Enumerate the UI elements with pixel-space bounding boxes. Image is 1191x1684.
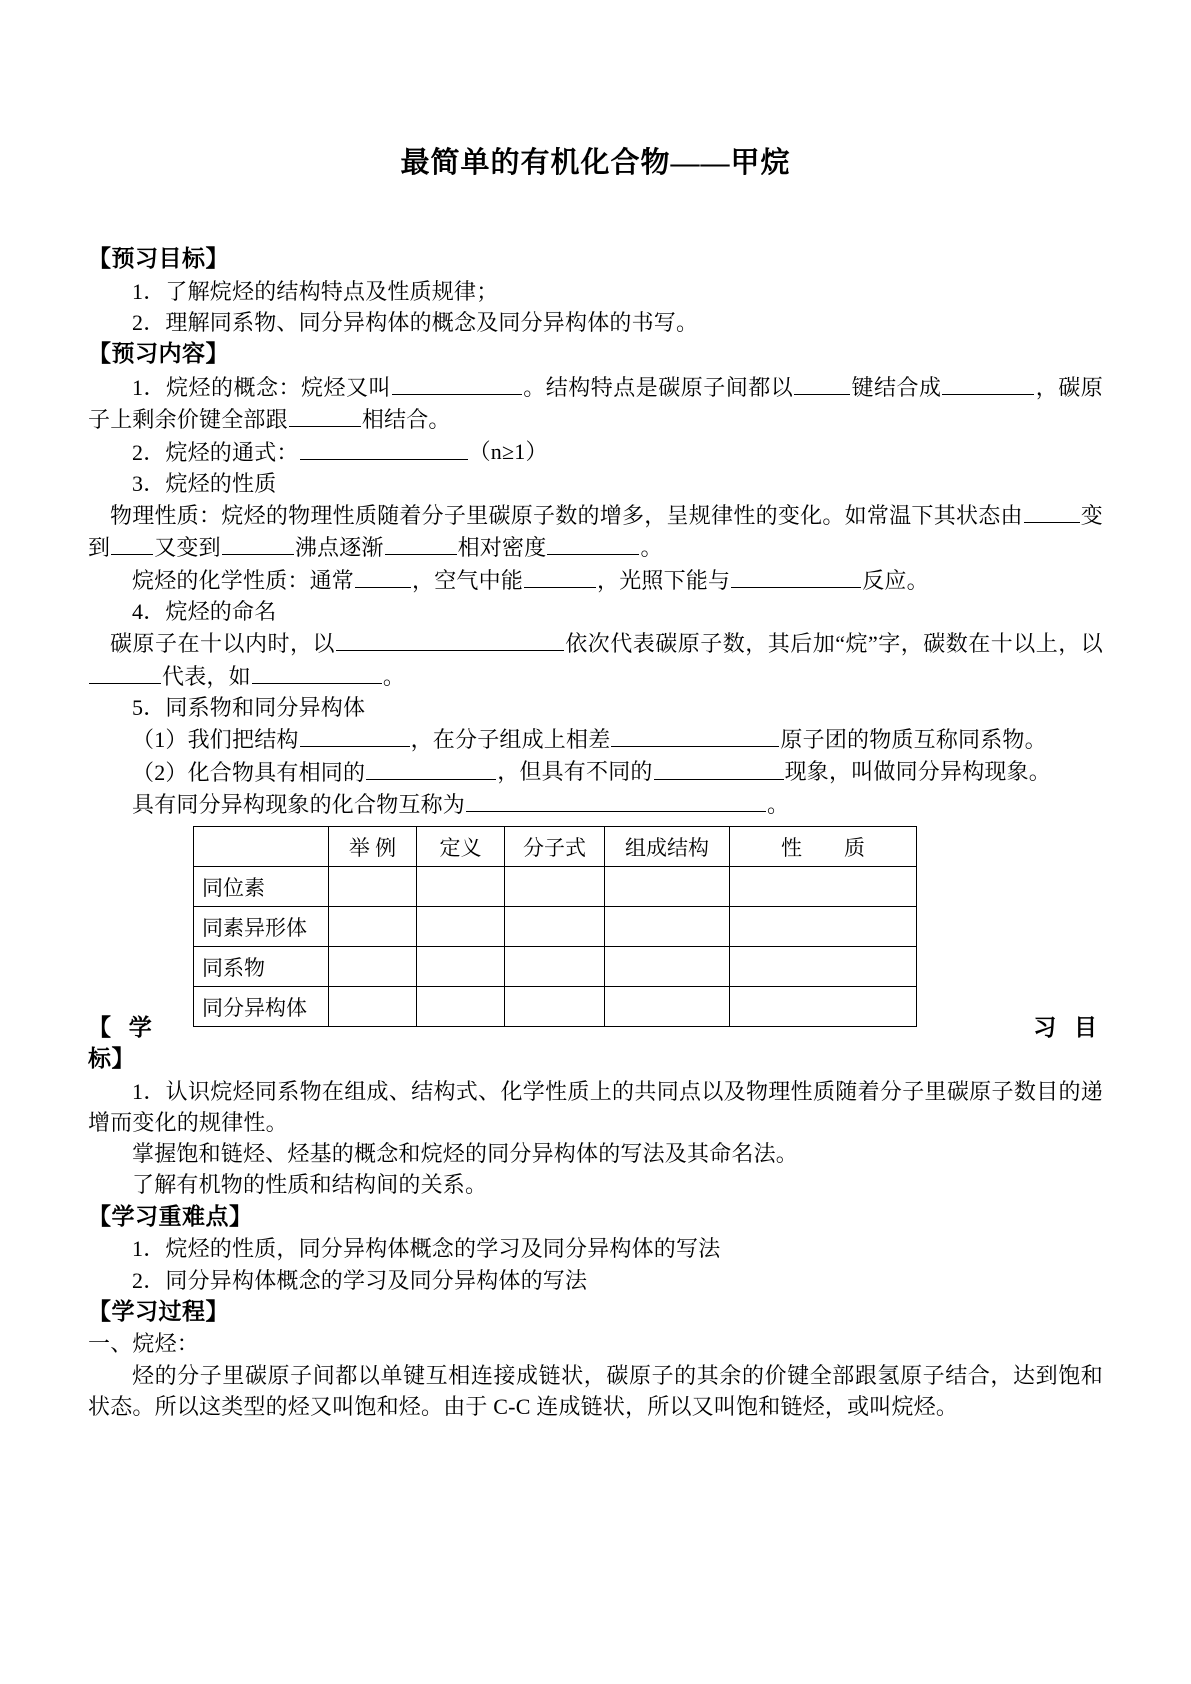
table-header-properties: 性 质 [730,827,917,867]
comparison-table-wrapper [193,826,916,1027]
cell-isotope-formula[interactable] [505,867,605,907]
isomer-blank-1[interactable] [366,755,496,779]
physical-text-5: 相对密度 [457,535,547,561]
preview-content-item-2 [88,435,1103,467]
cell-homolog-formula[interactable] [505,947,605,987]
naming-text-3: 代表，如 [162,663,251,689]
table-row [194,987,917,1027]
study-goal-item-2-text: 掌握饱和链烃、烃基的概念和烷烃的同分异构体的写法及其命名法。 [132,1141,799,1167]
item5-label: 5．同系物和同分异构体 [132,694,366,720]
naming-blank-2[interactable] [89,660,161,684]
study-goals-heading-second-line: 标】 [88,1046,135,1072]
chemical-text-3: ，光照下能与 [597,567,731,593]
cell-isotope-example[interactable] [329,867,417,907]
physical-text-1: 物理性质：烷烃的物理性质随着分子里碳原子数的增多，呈规律性的变化。如常温下其状态由 [110,503,1023,529]
item1-blank-2[interactable] [794,371,850,395]
cell-homolog-structure[interactable] [605,947,730,987]
item2-blank-formula[interactable] [300,435,468,459]
item1-blank-1[interactable] [392,371,522,395]
isomer-blank-2[interactable] [654,755,784,779]
item1-text-2: 。结构特点是碳原子间都以 [522,374,794,400]
naming-paragraph [88,627,1103,692]
cell-isomer-formula[interactable] [505,987,605,1027]
physical-blank-4[interactable] [385,531,457,555]
item1-text-5: 相结合。 [361,407,451,433]
isomer-text-3: 现象，叫做同分异构现象。 [784,759,1052,785]
item1-blank-4[interactable] [289,403,361,427]
physical-properties-paragraph [88,499,1103,564]
isomer-text-1: （2）化合物具有相同的 [132,759,366,785]
section-heading-key-points: 【学习重难点】 [88,1203,253,1229]
naming-text-4: 。 [382,663,406,689]
table-header-example: 举 例 [329,827,417,867]
homolog-text-2: ，在分子组成上相差 [410,727,611,753]
isomer-text-2: ，但具有不同的 [497,759,653,785]
study-goals-heading-right: 习 目 [1033,1015,1103,1040]
section-heading-preview-goals: 【预习目标】 [88,246,229,271]
homolog-blank-2[interactable] [611,723,779,747]
naming-blank-3[interactable] [252,660,382,684]
item2-tail: （n≥1） [468,439,548,465]
physical-text-2: 变到 [88,503,1104,561]
process-sub-heading: 一、烷烃： [88,1331,200,1357]
key-point-item-2: 2．同分异构体概念的学习及同分异构体的写法 [132,1267,588,1293]
item3-label: 3．烷烃的性质 [132,470,277,496]
table-header-definition: 定义 [417,827,505,867]
preview-content-item-4-head [88,596,1103,627]
row-label-isotope: 同位素 [194,867,329,907]
naming-text-1: 碳原子在十以内时，以 [110,631,335,657]
row-label-isomer: 同分异构体 [194,987,329,1027]
isomer-term-paragraph [88,788,1103,820]
isomer-definition-paragraph [88,755,1103,787]
cell-allotrope-structure[interactable] [605,907,730,947]
table-row [194,907,917,947]
cell-isomer-properties[interactable] [730,987,917,1027]
process-body-text: 烃的分子里碳原子间都以单键互相连接成链状，碳原子的其余的价键全部跟氢原子结合，达到饱和状态。所以这类型的烃又叫饱和烃。由于 C-C 连成链状，所以又叫饱和链烃，或叫烷烃。 [88,1362,1103,1419]
cell-allotrope-definition[interactable] [417,907,505,947]
section-heading-preview-content: 【预习内容】 [88,341,229,367]
cell-isotope-structure[interactable] [605,867,730,907]
homolog-blank-1[interactable] [300,723,410,747]
table-header-formula: 分子式 [505,827,605,867]
preview-goal-item-1: 1．了解烷烃的结构特点及性质规律； [132,278,499,304]
naming-text-2: 依次代表碳原子数，其后加“烷”字，碳数在十以上，以 [565,631,1103,657]
row-label-allotrope: 同素异形体 [194,907,329,947]
homolog-definition-paragraph [88,723,1103,755]
cell-isomer-example[interactable] [329,987,417,1027]
comparison-table [193,826,917,1027]
physical-blank-5[interactable] [547,531,639,555]
page-title: 最简单的有机化合物——甲烷 [400,147,791,179]
cell-isomer-definition[interactable] [417,987,505,1027]
chemical-text-2: ，空气中能 [412,567,524,593]
study-goal-item-1 [88,1076,1103,1138]
cell-allotrope-properties[interactable] [730,907,917,947]
isomer-term-blank[interactable] [466,788,766,812]
physical-blank-1[interactable] [1024,499,1080,523]
cell-isotope-properties[interactable] [730,867,917,907]
chemical-blank-3[interactable] [731,564,861,588]
chemical-text-4: 反应。 [862,567,929,593]
study-goal-item-2 [88,1138,1103,1169]
study-goal-item-3-text: 了解有机物的性质和结构间的关系。 [132,1172,488,1198]
item2-label: 2．烷烃的通式： [132,439,299,465]
chemical-blank-1[interactable] [355,564,411,588]
isomer-term-text-2: 。 [767,791,790,817]
cell-isomer-structure[interactable] [605,987,730,1027]
cell-allotrope-formula[interactable] [505,907,605,947]
preview-content-item-5-head [88,692,1103,723]
preview-content-item-1 [88,371,1103,436]
physical-text-6: 。 [640,535,663,561]
table-header-structure: 组成结构 [605,827,730,867]
physical-text-3: 又变到 [154,535,221,561]
table-row [194,867,917,907]
preview-goal-item-2: 2．理解同系物、同分异构体的概念及同分异构体的书写。 [132,309,699,335]
item1-text-1: 1．烷烃的概念：烷烃又叫 [132,374,391,400]
chemical-text-1: 烷烃的化学性质：通常 [132,567,355,593]
row-label-homolog: 同系物 [194,947,329,987]
item1-blank-3[interactable] [942,371,1034,395]
section-heading-process: 【学习过程】 [88,1298,229,1324]
title-spacer [88,181,1103,243]
preview-content-item-3-head [88,468,1103,499]
item4-label: 4．烷烃的命名 [132,598,277,624]
naming-blank-1[interactable] [336,627,564,651]
cell-isotope-definition[interactable] [417,867,505,907]
study-goal-item-1-text: 1．认识烷烃同系物在组成、结构式、化学性质上的共同点以及物理性质随着分子里碳原子数目的递增而变化的规律性。 [88,1078,1103,1135]
table-header-row [194,827,917,867]
physical-text-4: 沸点逐渐 [294,535,384,561]
item1-text-3: 键结合成 [851,374,942,400]
physical-blank-2[interactable] [111,531,153,555]
key-point-item-1: 1．烷烃的性质，同分异构体概念的学习及同分异构体的写法 [132,1236,721,1262]
cell-homolog-properties[interactable] [730,947,917,987]
homolog-text-3: 原子团的物质互称同系物。 [780,727,1047,753]
homolog-text-1: （1）我们把结构 [132,727,299,753]
item1-text-4: ，碳原子上剩余价键全部跟 [88,374,1103,433]
process-body [88,1360,1103,1422]
cell-homolog-definition[interactable] [417,947,505,987]
study-goals-heading-left: 【 学 [88,1015,158,1040]
physical-blank-3[interactable] [222,531,294,555]
cell-allotrope-example[interactable] [329,907,417,947]
chemical-properties-paragraph [88,564,1103,596]
table-header-corner [194,827,329,867]
chemical-blank-2[interactable] [524,564,596,588]
study-goal-item-3 [88,1169,1103,1200]
table-row [194,947,917,987]
cell-homolog-example[interactable] [329,947,417,987]
isomer-term-text-1: 具有同分异构现象的化合物互称为 [132,791,466,817]
